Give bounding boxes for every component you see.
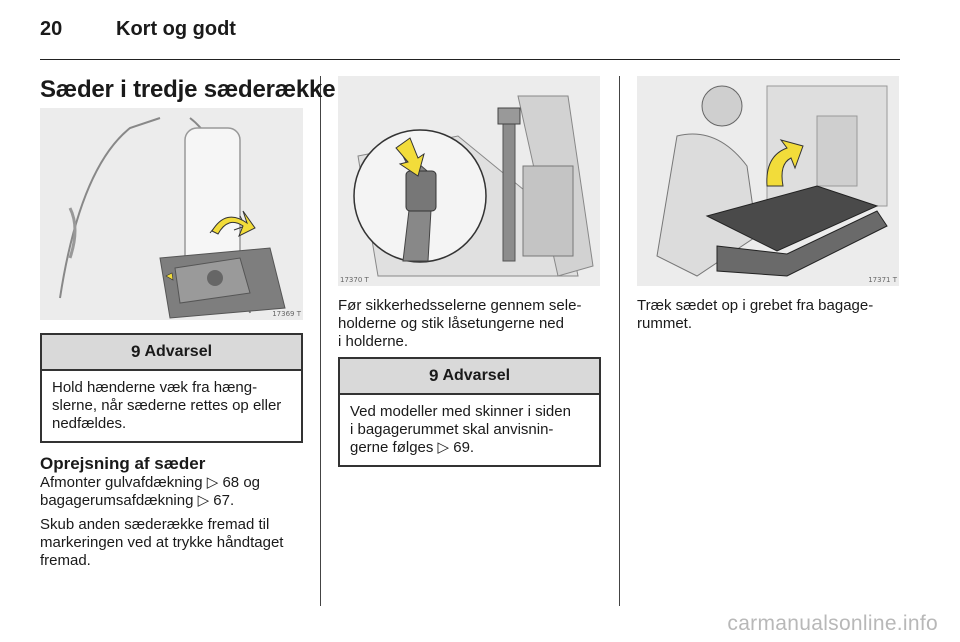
figure-seat-handle xyxy=(40,108,303,320)
text-line: bagagerumsafdækning ▷ 67. xyxy=(40,492,235,509)
warning-line: gerne følges ▷ 69. xyxy=(350,439,475,456)
warning-text xyxy=(340,395,599,465)
header-rule xyxy=(40,59,900,60)
warning-line: slerne, når sæderne rettes op eller xyxy=(52,397,282,414)
warning-title: Advarsel xyxy=(442,367,511,384)
text-line: holderne og stik låsetungerne ned xyxy=(338,315,564,332)
column-divider-1 xyxy=(320,76,321,606)
warning-line: nedfældes. xyxy=(52,415,127,432)
paragraph-seatbelts xyxy=(338,297,608,351)
warning-header xyxy=(42,335,301,371)
column-divider-2 xyxy=(619,76,620,606)
paragraph-remove-covers xyxy=(40,474,310,510)
figure-pull-seat xyxy=(637,76,899,286)
subheading-raising-seats: Oprejsning af sæder xyxy=(40,454,206,473)
figure-label: 17371 T xyxy=(868,276,897,284)
paragraph-push-seat xyxy=(40,516,315,570)
warning-text xyxy=(42,371,301,441)
warning-title: Advarsel xyxy=(144,343,213,360)
section-title: Sæder i tredje sæderække xyxy=(40,76,336,103)
figure-seatbelt xyxy=(338,76,600,286)
warning-box-rails xyxy=(338,357,601,467)
warning-box-hinges xyxy=(40,333,303,443)
figure-label: 17370 T xyxy=(340,276,369,284)
paragraph-pull-seat xyxy=(637,297,907,333)
text-line: Før sikkerhedsselerne gennem sele- xyxy=(338,297,582,314)
text-line: Skub anden sæderække fremad til xyxy=(40,516,270,533)
warning-line: Hold hænderne væk fra hæng- xyxy=(52,379,258,396)
warning-line: Ved modeller med skinner i siden xyxy=(350,403,571,420)
warning-line: i bagagerummet skal anvisnin- xyxy=(350,421,554,438)
text-line: Afmonter gulvafdækning ▷ 68 og xyxy=(40,474,260,491)
pull-seat-illustration xyxy=(637,76,899,286)
warning-header xyxy=(340,359,599,395)
text-line: markeringen ved at trykke håndtaget xyxy=(40,534,284,551)
text-line: fremad. xyxy=(40,552,91,569)
warning-icon: 9 xyxy=(130,342,141,361)
warning-icon: 9 xyxy=(428,366,439,385)
page-number: 20 xyxy=(40,18,63,40)
figure-label: 17369 T xyxy=(272,310,301,318)
text-line: i holderne. xyxy=(338,333,409,350)
seat-handle-illustration xyxy=(40,108,303,320)
watermark: carmanualsonline.info xyxy=(727,612,938,635)
text-line: Træk sædet op i grebet fra bagage- xyxy=(637,297,874,314)
chapter-title: Kort og godt xyxy=(116,18,236,40)
text-line: rummet. xyxy=(637,315,693,332)
seatbelt-illustration xyxy=(338,76,600,286)
